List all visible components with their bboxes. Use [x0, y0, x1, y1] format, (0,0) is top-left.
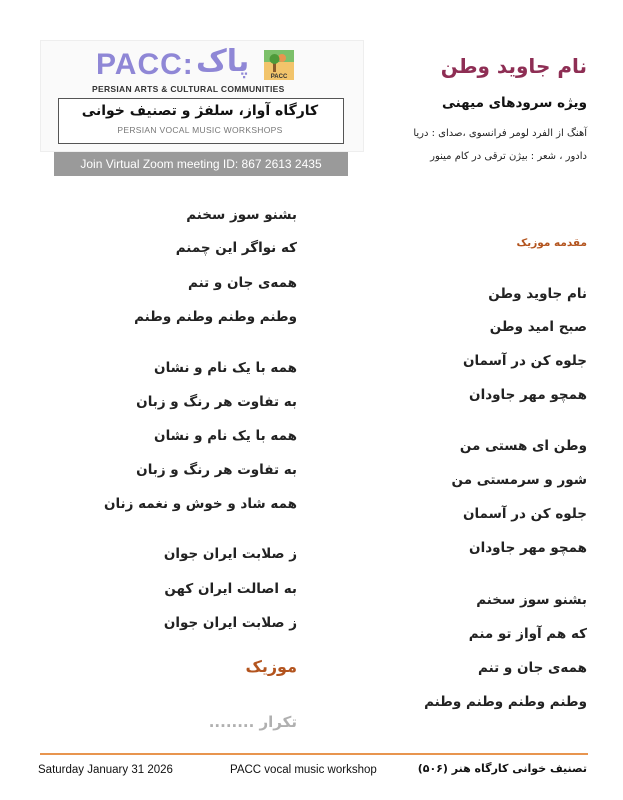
right-verse-line: وطنم وطنم وطنم وطنم: [424, 694, 587, 710]
right-verse-line: شور و سرمستی من: [451, 472, 587, 488]
left-verse-line: همه با یک نام و نشان: [154, 360, 297, 376]
left-verse-line: که نواگر این چمنم: [175, 240, 297, 256]
right-verse-line: صبح امید وطن: [489, 319, 587, 335]
left-verse-line: ز صلابت ایران جوان: [163, 615, 297, 631]
right-verse-line: همه‌ی جان و تنم: [478, 660, 587, 676]
logo-emblem-text: PACC: [270, 74, 288, 80]
logo-emblem-icon: [264, 50, 294, 80]
left-verse-line: به اصالت ایران کهن: [164, 581, 297, 597]
right-verse-line: بشنو سوز سخنم: [476, 592, 587, 608]
left-verse-line: همه با یک نام و نشان: [154, 428, 297, 444]
repeat-label: تکرار ........: [208, 713, 297, 731]
right-verse-line: همچو مهر جاودان: [469, 387, 587, 403]
workshop-title-fa: کارگاه آواز، سلفژ و تصنیف خوانی: [81, 103, 319, 119]
footer-divider: [40, 753, 588, 755]
music-label: موزیک: [245, 657, 297, 676]
logo-subtitle: PERSIAN ARTS & CULTURAL COMMUNITIES: [92, 84, 285, 94]
intro-music-label: مقدمه موزیک: [516, 237, 587, 249]
right-verse-line: که هم آواز تو منم: [468, 626, 587, 642]
footer-date: Saturday January 31 2026: [38, 764, 173, 776]
right-verse-line: همچو مهر جاودان: [469, 540, 587, 556]
left-verse-line: ز صلابت ایران جوان: [163, 546, 297, 562]
right-verse-line: جلوه کن در آسمان: [462, 506, 587, 522]
right-verse-line: نام جاوید وطن: [488, 286, 587, 302]
right-verse-line: وطن ای هستی من: [459, 438, 587, 454]
footer-workshop: PACC vocal music workshop: [230, 764, 377, 776]
left-verse-line: همه شاد و خوش و نغمه زنان: [103, 496, 297, 512]
logo-persian-name: پاک: [196, 44, 250, 79]
logo-wordmark: PACC:: [96, 48, 194, 81]
left-verse-line: وطنم وطنم وطنم وطنم: [134, 309, 297, 325]
left-verse-line: همه‌ی جان و تنم: [188, 275, 297, 291]
workshop-title-en: PERSIAN VOCAL MUSIC WORKSHOPS: [117, 125, 283, 135]
zoom-meeting-banner: Join Virtual Zoom meeting ID: 867 2613 2435: [54, 152, 348, 176]
left-verse-line: بشنو سوز سخنم: [186, 207, 297, 223]
song-credits-line-2: دادور ، شعر : بیژن ترقی در کام مینور: [430, 151, 587, 162]
footer-episode: تصنیف خوانی کارگاه هنر (۵۰۶): [417, 762, 587, 775]
left-verse-line: به تفاوت هر رنگ و زبان: [136, 394, 297, 410]
song-subtitle: ویژه سرودهای میهنی: [442, 95, 587, 111]
song-title: نام جاوید وطن: [440, 54, 587, 78]
song-credits-line-1: آهنگ از الفرد لومر فرانسوی ،صدای : دریا: [413, 128, 587, 139]
right-verse-line: جلوه کن در آسمان: [462, 353, 587, 369]
left-verse-line: به تفاوت هر رنگ و زبان: [136, 462, 297, 478]
